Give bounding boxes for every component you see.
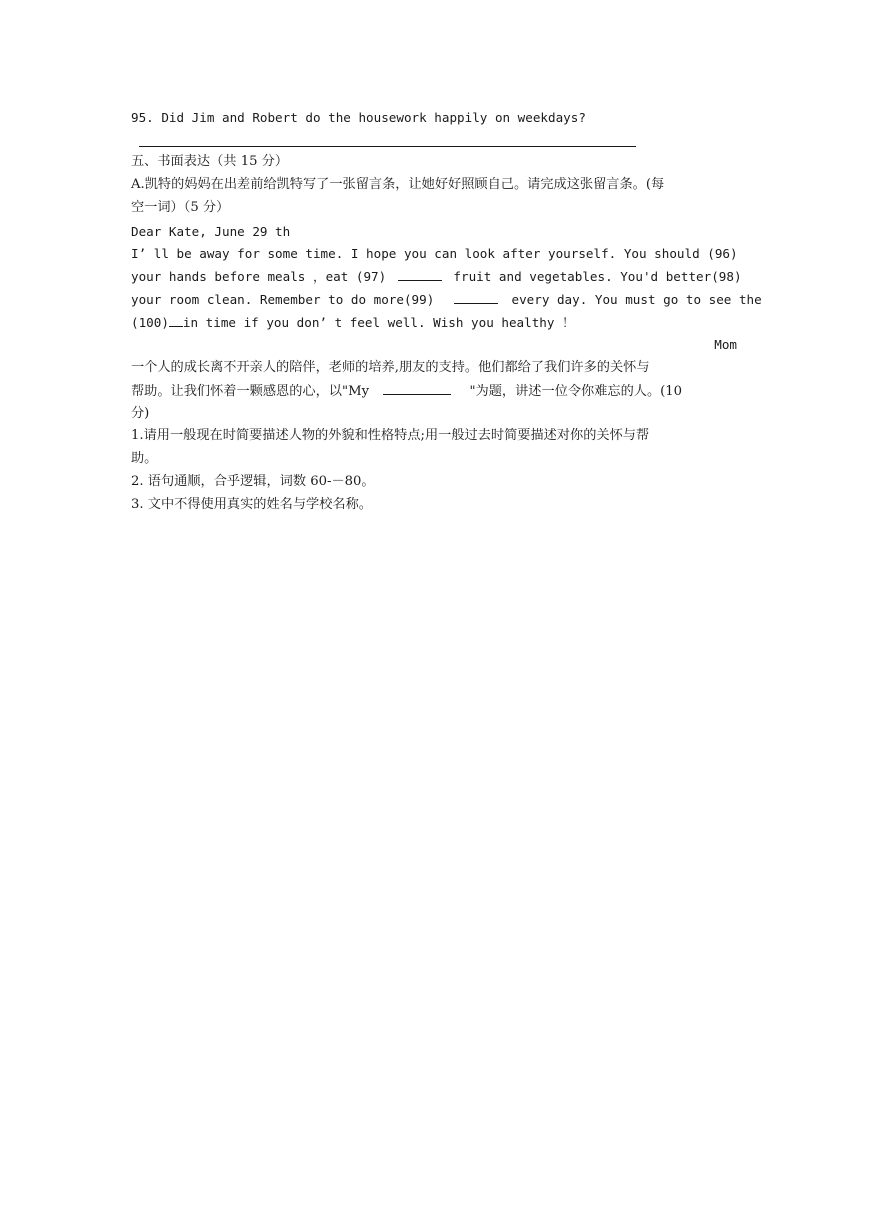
part-a-instruction-line-1: A.凯特的妈妈在出差前给凯特写了一张留言条，让她好好照顾自己。请完成这张留言条。(每: [131, 177, 665, 192]
section-heading: 五、书面表达（共 15 分）: [131, 154, 289, 169]
note-signature: Mom: [714, 337, 737, 352]
part-a-instruction-line-2: 空一词）（5 分）: [131, 200, 230, 215]
blank-97[interactable]: [398, 269, 442, 281]
answer-line-95: [139, 146, 636, 147]
question-95: 95. Did Jim and Robert do the housework happily on weekdays?: [131, 110, 586, 125]
note-body-line-4: [131, 315, 575, 331]
prompt-text: "为题，讲述一位令你难忘的人。(10: [469, 384, 683, 399]
title-blank[interactable]: [383, 383, 451, 395]
note-text: in time if you don’ t feel well. Wish you healthy ！: [182, 315, 575, 330]
note-salutation: Dear Kate, June 29 th: [131, 224, 291, 239]
requirement-3: 3. 文中不得使用真实的姓名与学校名称。: [131, 497, 372, 512]
part-b-prompt-line-1: 一个人的成长离不开亲人的陪伴，老师的培养,朋友的支持。他们都给了我们许多的关怀与: [131, 360, 650, 375]
requirement-1-line-1: 1.请用一般现在时简要描述人物的外貌和性格特点;用一般过去时简要描述对你的关怀与帮: [131, 428, 650, 443]
prompt-text: 帮助。让我们怀着一颗感恩的心，以"My: [131, 384, 370, 399]
note-body-line-2: [131, 269, 742, 285]
requirement-2: 2. 语句通顺，合乎逻辑，词数 60-－80。: [131, 474, 375, 489]
part-b-prompt-line-2: [131, 383, 682, 400]
blank-100[interactable]: [169, 315, 183, 327]
note-text: (100): [131, 315, 169, 330]
requirement-1-line-2: 助。: [131, 451, 158, 466]
note-body-line-1: I’ ll be away for some time. I hope you can look after yourself. You should (96): [131, 246, 738, 261]
note-body-line-3: [131, 292, 762, 308]
note-text: fruit and vegetables. You'd better(98): [453, 269, 742, 284]
blank-99[interactable]: [454, 292, 498, 304]
part-b-prompt-line-3: 分): [131, 406, 150, 421]
note-text: your hands before meals ，eat (97): [131, 269, 387, 284]
note-text: every day. You must go to see the: [511, 292, 762, 307]
note-text: your room clean. Remember to do more(99): [131, 292, 435, 307]
